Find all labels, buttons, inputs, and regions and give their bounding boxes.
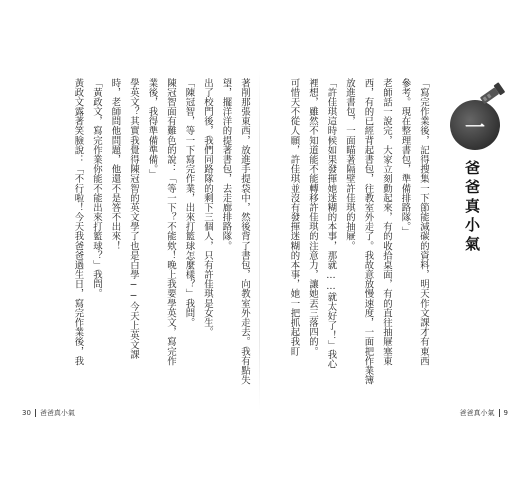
- text-column: 黃政文露著笑臉說：「不行啦！今天我爸爸過生日，寫完作業後，我: [72, 78, 84, 366]
- text-column: 老師話一說完，大家立刻動起來，有的收拾桌面，有的直往抽屜塞東: [381, 78, 392, 366]
- page-number: 30: [22, 409, 31, 417]
- footer-divider: [499, 409, 500, 417]
- text-column: 望，擺洋洋的提著書包，去走廊排路隊。: [220, 78, 232, 251]
- text-column: 「許佳琪這時候如果發揮她迷糊的本事，那就……就太好了！」我心: [325, 78, 337, 369]
- text-column: 時，老師問他問題，他還不是答不出來！: [109, 78, 121, 251]
- footer-divider: [35, 409, 36, 417]
- text-column: 參考。現在整理書包，準備排路隊。」: [399, 78, 411, 237]
- text-column: 陳冠智面有難色的說：「等一下？不能欸！晚上我要學英文，寫完作: [165, 78, 176, 366]
- right-footer: [460, 408, 508, 418]
- text-column: 業後，我得準備準備。」: [146, 78, 158, 179]
- left-page: [18, 78, 253, 408]
- text-column: 「寫完作業後，記得搜集一下節能減碳的資料，明天作文課才有東西: [418, 78, 429, 366]
- text-column: 「黃政文，寫完作業你能不能出來打籃球？」我問。: [91, 78, 102, 299]
- page-gutter: [259, 70, 260, 410]
- text-column: 「陳冠智，等一下寫完作業，出來打籃球怎麼樣？」我問。: [183, 78, 195, 328]
- text-column: 西，有的已經背起書包，往教室外走了。我故意放慢速度，一面把作業簿: [362, 78, 374, 385]
- right-page-text: [262, 78, 432, 408]
- text-column: 著削那張東西，放進手提袋中，然後背了書包，向教室外走去。我有點失: [239, 78, 250, 385]
- page-number: 9: [503, 409, 508, 417]
- chapter-number: 一: [465, 114, 485, 139]
- left-footer: [22, 408, 75, 418]
- left-page-text: [21, 78, 253, 408]
- text-column: 可惜天不從人願，許佳琪並沒有發揮迷糊的本事，她一把抓起我盯: [288, 78, 300, 357]
- text-column: 學英文？其實我覺得陳冠智的英文學了也是白學──今天上英文課: [128, 78, 139, 360]
- chapter-header: [442, 88, 506, 288]
- running-title: 爸爸真小氣: [39, 409, 75, 417]
- text-column: 出了校門後，我們同路隊的剩下三個人，只有許佳琪是女生。: [202, 78, 213, 337]
- text-column: 裡想，雖然不知道能不能轉移許佳琪的注意力，讓她丟三落四的。: [307, 78, 318, 357]
- text-column: 放進書包，一面瞄著隔壁許佳琪的抽屜。: [344, 78, 355, 251]
- flashlight-icon: [476, 80, 508, 108]
- chapter-title: 爸爸真小氣: [463, 160, 481, 255]
- running-title: 爸爸真小氣: [459, 409, 495, 417]
- right-page: [262, 78, 506, 408]
